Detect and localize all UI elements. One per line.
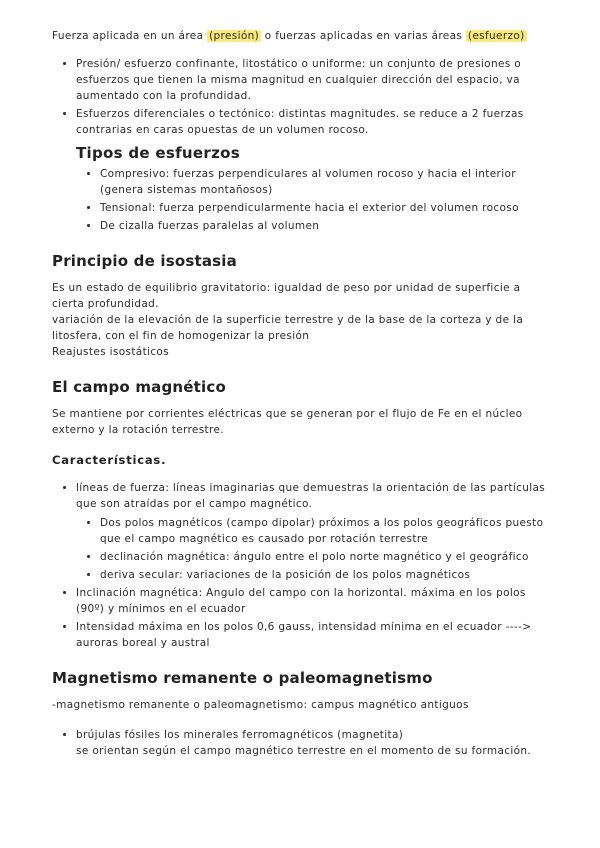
list-item: • Esfuerzos diferenciales o tectónico: distintas magnitudes. se reduce a 2 fuerzas contrarias en caras opuestas de un volumen rocoso.	[76, 106, 552, 138]
list-item	[76, 480, 552, 583]
list-item: • Intensidad máxima en los polos 0,6 gauss, intensidad mínima en el ecuador ----> auroras boreal y austral	[76, 619, 552, 651]
lineas-fuerza-sublist	[76, 515, 552, 583]
paleo-text: -magnetismo remanente o paleomagnetismo: campus magnético antiguos	[52, 699, 469, 711]
paleo-item-line2: se orientan según el campo magnético terrestre en el momento de su formación.	[76, 745, 532, 757]
tipos-wrapper	[52, 144, 552, 234]
list-item: • Presión/ esfuerzo confinante, litostático o uniforme: un conjunto de presiones o esfuerzos que tienen la misma magnitud en cualquier dirección del espacio, va aumentado con la profundidad.	[76, 56, 552, 104]
caracteristicas-list	[52, 480, 552, 651]
list-item	[76, 727, 552, 759]
tipos-list	[76, 166, 552, 234]
paleo-list	[52, 727, 552, 759]
intro-text-middle: o fuerzas aplicadas en varias áreas	[261, 30, 466, 42]
list-item: • Dos polos magnéticos (campo dipolar) próximos a los polos geográficos puesto que el campo magnético es causado por rotación terrestre	[100, 515, 552, 547]
caracteristicas-heading: Características.	[52, 453, 167, 467]
document-page	[52, 28, 552, 759]
campo-heading: El campo magnético	[52, 378, 226, 396]
intro-text-before: Fuerza aplicada en un área	[52, 30, 208, 42]
highlight-presion: (presión)	[209, 30, 260, 42]
isostasia-line: variación de la elevación de la superficie terrestre y de la base de la corteza y de la litosfera, con el fin de homogenizar la presión	[52, 314, 524, 342]
list-item: • Compresivo: fuerzas perpendiculares al volumen rocoso y hacia el interior (genera sistemas montañosos)	[100, 166, 552, 198]
highlight-esfuerzo: (esfuerzo)	[467, 30, 525, 42]
tipos-section	[52, 144, 552, 234]
list-item: • Tensional: fuerza perpendicularmente hacia el exterior del volumen rocoso	[100, 200, 552, 216]
paleo-heading: Magnetismo remanente o paleomagnetismo	[52, 669, 433, 687]
isostasia-line: Reajustes isostáticos	[52, 346, 170, 358]
tipos-heading: Tipos de esfuerzos	[76, 144, 240, 162]
campo-text: Se mantiene por corrientes eléctricas que se generan por el flujo de Fe en el núcleo externo y la rotación terrestre.	[52, 408, 523, 436]
list-item: • declinación magnética: ángulo entre el polo norte magnético y el geográfico	[100, 549, 552, 565]
isostasia-body	[52, 280, 552, 360]
list-item: • De cizalla fuerzas paralelas al volumen	[100, 218, 552, 234]
intro-paragraph	[52, 28, 552, 44]
lineas-fuerza-text: líneas de fuerza: líneas imaginarias que demuestras la orientación de las partículas que son atraídas por el campo magnético.	[76, 482, 546, 510]
list-item: • Inclinación magnética: Angulo del campo con la horizontal. máxima en los polos (90º) y mínimos en el ecuador	[76, 585, 552, 617]
list-item: • deriva secular: variaciones de la posición de los polos magnéticos	[100, 567, 552, 583]
tipos-block	[76, 144, 552, 234]
isostasia-line: Es un estado de equilibrio gravitatorio: igualdad de peso por unidad de superficie a cierta profundidad.	[52, 282, 521, 310]
isostasia-heading: Principio de isostasia	[52, 252, 237, 270]
stress-list	[52, 56, 552, 234]
paleo-item-line1: brújulas fósiles los minerales ferromagnéticos (magnetita)	[76, 729, 404, 741]
